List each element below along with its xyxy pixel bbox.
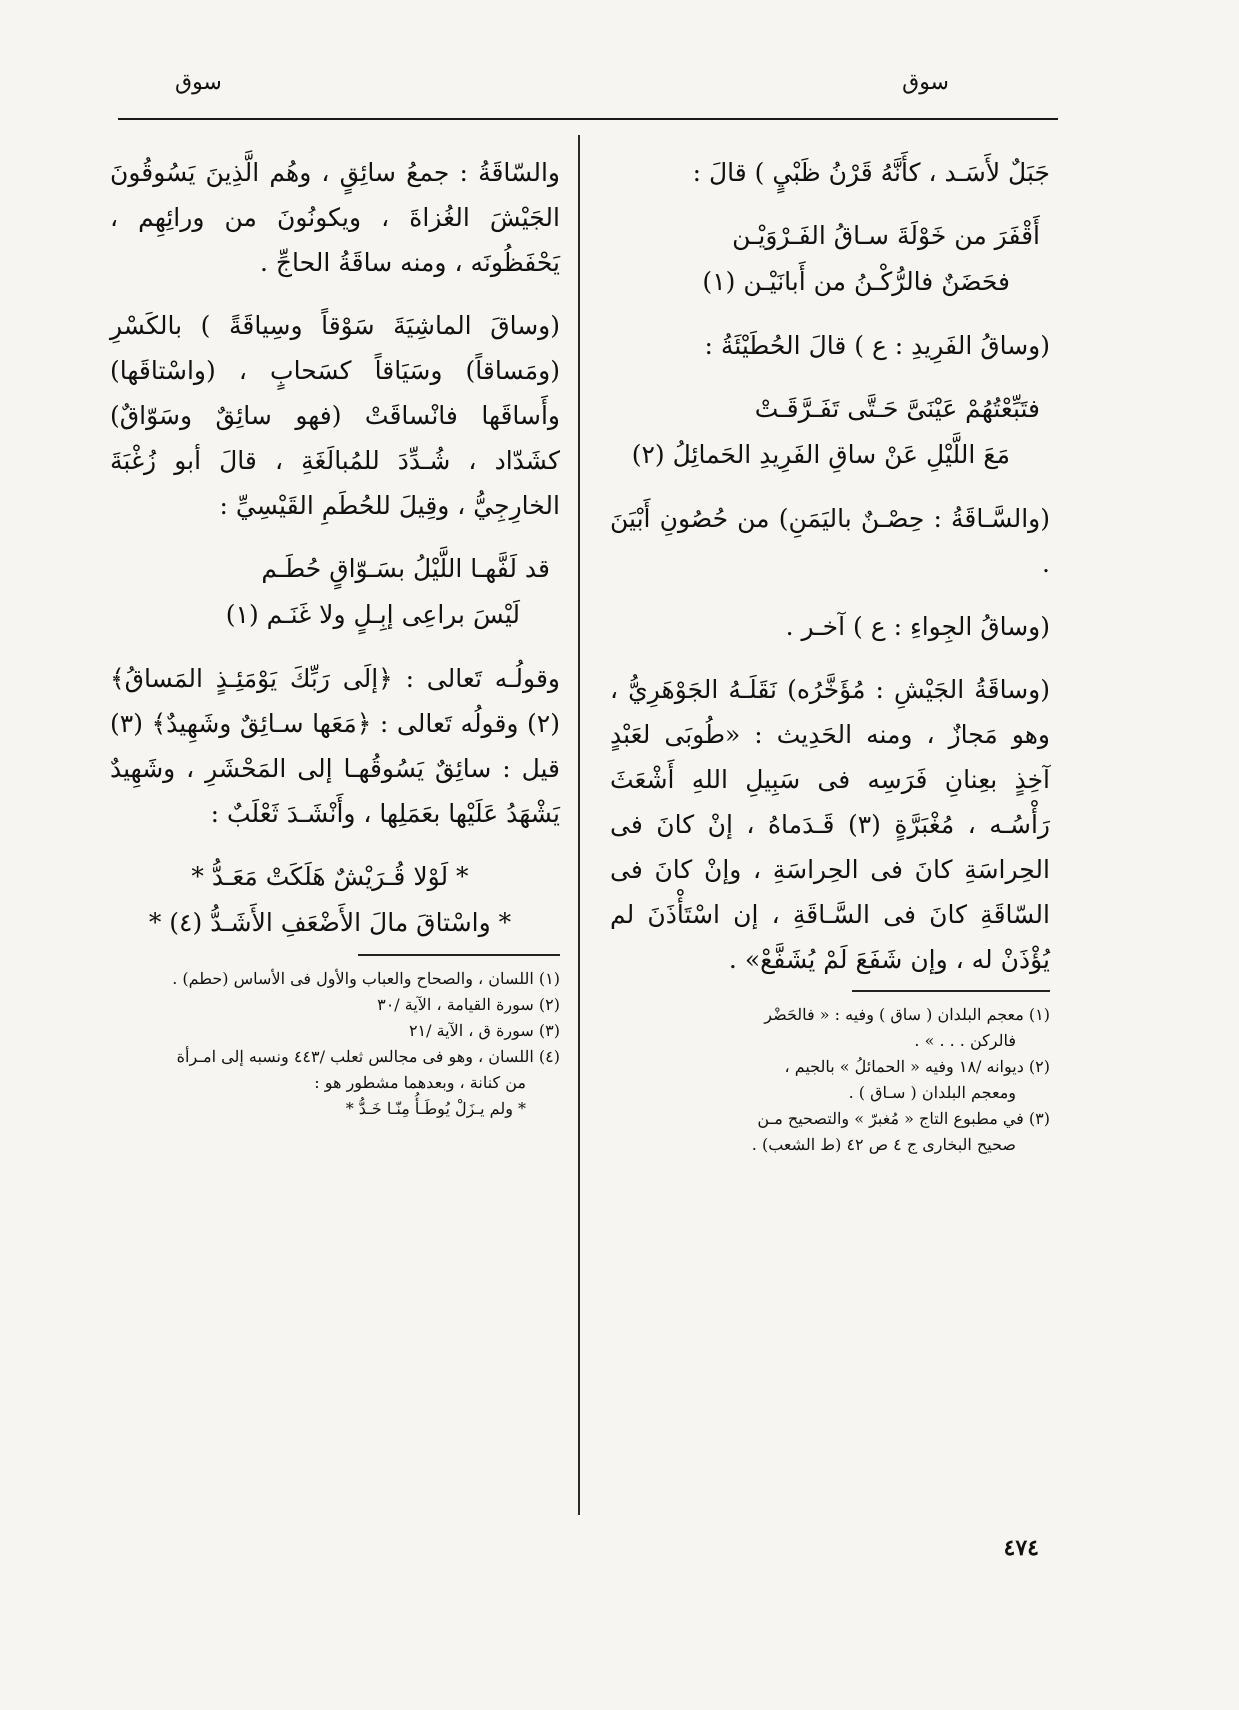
page-number: ٤٧٤: [1003, 1535, 1039, 1561]
left-column: [110, 150, 560, 1122]
verse-line: أَقْفَرَ من خَوْلَةَ سـاقُ الفَـرْوَيْـن: [732, 221, 1040, 250]
footnote: (٣) في مطبوع التاج « مُغبرّ » والتصحيح مـن: [757, 1109, 1050, 1128]
entry-text: وقولُـه تَعالى : ﴿إلَى رَبِّكَ يَوْمَئِـذٍ المَساقُ﴾ (٢) وقولُه تَعالى : ﴿مَعَها سـائِقٌ وشَهِيدٌ﴾ (٣) قيل : سائِقٌ يَسُوقُهـا إلى المَحْشَرِ ، وشَهِيدٌ يَشْهَدُ عَلَيْها بعَمَلِها ، وأَنْشَـدَ ثَعْلَبٌ :: [110, 664, 560, 828]
verse-line: * واسْتاقَ مالَ الأَضْعَفِ الأَشَـدُّ (٤) *: [148, 908, 512, 937]
footnote-rule: [852, 990, 1050, 992]
entry-text: (وساقَةُ الجَيْشِ : مُؤَخَّرُه) نَقَلَـهُ الجَوْهَرِيُّ ، وهو مَجازٌ ، ومنه الحَدِيث : «طُوبَى لعَبْدٍ آخِذٍ بعِنانِ فَرَسِه فى سَبِيلِ اللهِ أَشْعَثَ رَأْسُـه ، مُغْبَرَّةٍ (٣) قَـدَماهُ ، إنْ كانَ فى الحِراسَةِ كانَ فى الحِراسَةِ ، وإنْ كانَ فى السّاقَةِ كانَ فى السَّـاقَةِ ، إن اسْتَأْذَنَ لم يُؤْذَنْ له ، وإن شَفَعَ لَمْ يُشَفَّعْ» .: [610, 675, 1050, 974]
running-header-right: سوق: [902, 70, 949, 95]
running-header-left: سوق: [175, 70, 222, 95]
footnote: (٢) ديوانه /١٨ وفيه « الحمائلُ » بالجيم ،: [784, 1057, 1050, 1076]
column-divider: [578, 135, 580, 1515]
verse-line: مَعَ اللَّيْلِ عَنْ ساقِ الفَرِيدِ الحَمائِلُ (٢): [631, 440, 1010, 469]
footnote: من كنانة ، وبعدهما مشطور هو :: [314, 1073, 526, 1092]
entry-text: (والسَّـاقَةُ : حِصْـنٌ باليَمَنِ) من حُصُونِ أَبْيَنَ .: [610, 504, 1050, 578]
header-rule: [118, 118, 1058, 120]
entry-text: جَبَلٌ لأَسَـد ، كأَنَّهُ قَرْنُ ظَبْيٍ ) قالَ :: [692, 158, 1050, 187]
entry-text: والسّاقَةُ : جمعُ سائِقٍ ، وهُم الَّذِينَ يَسُوقُونَ الجَيْشَ الغُزاةَ ، ويكونُونَ من ورائِهِم ، يَحْفَظُونَه ، ومنه ساقَةُ الحاجِّ .: [110, 158, 560, 277]
footnote: ومعجم البلدان ( سـاق ) .: [848, 1083, 1016, 1102]
entry-text: (وساقَ الماشِيَةَ سَوْقاً وسِياقَةً ) بالكَسْرِ (ومَساقاً) وسَيَاقاً كسَحابٍ ، (واسْتاقَها) وأَساقَها فانْساقَتْ (فهو سائِقٌ وسَوّاقٌ) كشَدّاد ، شُـدِّدَ للمُبالَغَةِ ، قالَ أبو زُغْبَةَ الخارِجِيُّ ، وقِيلَ للحُطَمِ القَيْسِيِّ :: [110, 311, 560, 520]
entry-text: (وساقُ الفَرِيدِ : ع ) قالَ الحُطَيْئَةُ :: [704, 331, 1050, 360]
verse-line: * لَوْلا قُـرَيْشٌ هَلَكَتْ مَعَـدُّ *: [191, 862, 469, 891]
footnote: فالركن . . . » .: [914, 1031, 1016, 1050]
footnote: (١) معجم البلدان ( ساق ) وفيه : « فالحَضْر: [764, 1005, 1050, 1024]
footnote: (٢) سورة القيامة ، الآية /٣٠: [377, 995, 560, 1014]
verse-line: لَيْسَ براعِى إبِـلٍ ولا غَنَـم (١): [225, 600, 520, 629]
verse-line: فحَضَنٌ فالرُّكْـنُ من أَبانَيْـن (١): [702, 267, 1010, 296]
right-column: [610, 150, 1050, 1158]
footnote: صحيح البخارى ج ٤ ص ٤٢ (ط الشعب) .: [751, 1135, 1016, 1154]
footnote: (٣) سورة ق ، الآية /٢١: [408, 1021, 560, 1040]
footnote: * ولم يـزَلْ يُوطَـأُ مِنّـا خَـدُّ *: [345, 1099, 526, 1118]
footnote: (١) اللسان ، والصحاح والعباب والأول فى الأساس (حطم) .: [172, 969, 560, 988]
entry-text: (وساقُ الجِواءِ : ع ) آخـر .: [785, 612, 1050, 641]
verse-line: فتَبِّعْتُهُمْ عَيْنَىَّ حَـتَّى تَفَـرَّقَـتْ: [754, 394, 1040, 423]
footnote: (٤) اللسان ، وهو فى مجالس ثعلب /٤٤٣ ونسبه إلى امـرأة: [176, 1047, 560, 1066]
verse-line: قد لَفَّهـا اللَّيْلُ بسَـوّاقٍ حُطَـم: [261, 554, 550, 583]
footnote-rule: [358, 954, 561, 956]
